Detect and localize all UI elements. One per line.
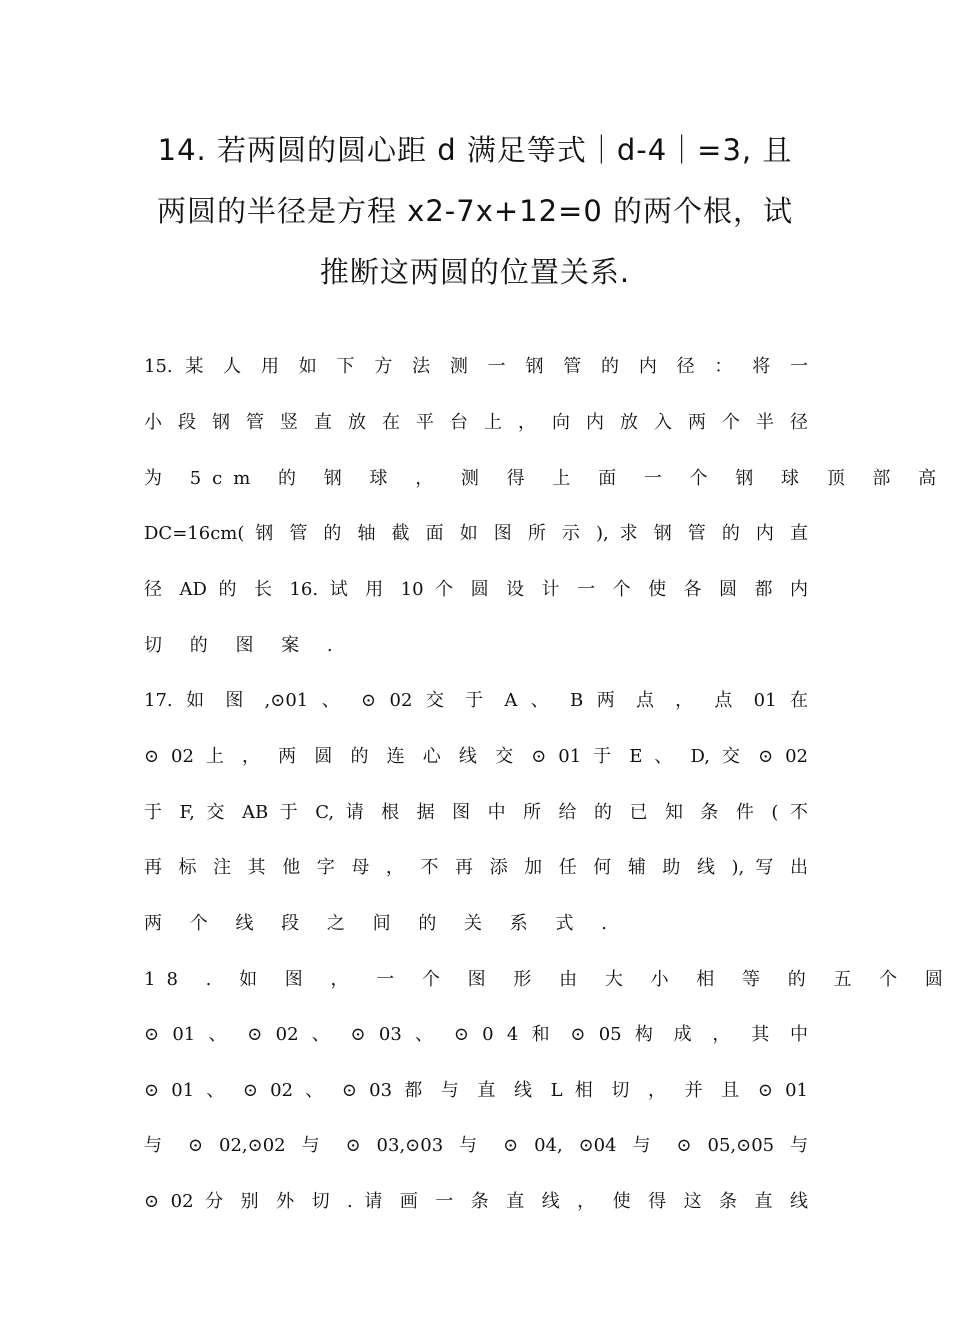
problem-16-line: 切 的 图 案 . xyxy=(144,635,344,656)
problem-18-line: 18 . 如 图 ， 一 个 图 形 由 大 小 相 等 的 五 个 圆 xyxy=(144,969,954,990)
problem-14-line: 两圆的半径是方程 x2-7x+12=0 的两个根，试 xyxy=(156,194,794,228)
problem-15-line: DC=16cm( 钢 管 的 轴 截 面 如 图 所 示 ), 求 钢 管 的 内 直 xyxy=(144,523,808,544)
problem-16-line: 径 AD 的 长 16. 试 用 10 个 圆 设 计 一 个 使 各 圆 都 内 xyxy=(144,579,808,600)
problem-18-line: ⊙ 01 、 ⊙ 02 、 ⊙ 03 、 ⊙ 0 4 和 ⊙ 05 构 成 ， 其 中 xyxy=(144,1024,808,1045)
problem-17-line: 17. 如 图 ,⊙01 、 ⊙ 02 交 于 A 、 B 两 点 ， 点 01 在 xyxy=(144,690,808,711)
problem-18-line: ⊙ 01 、 ⊙ 02 、 ⊙ 03 都 与 直 线 L 相 切 ， 并 且 ⊙ 01 xyxy=(144,1080,808,1101)
problem-15-line: 为 5cm 的 钢 球 ， 测 得 上 面 一 个 钢 球 顶 部 高 xyxy=(144,468,948,489)
problem-14-line: 14. 若两圆的圆心距 d 满足等式｜d-4｜=3, 且 xyxy=(157,133,793,167)
problem-17-line: 于 F, 交 AB 于 C, 请 根 据 图 中 所 给 的 已 知 条 件 ( 不 xyxy=(144,802,808,823)
problem-17-line: 再 标 注 其 他 字 母 ， 不 再 添 加 任 何 辅 助 线 ), 写 出 xyxy=(144,857,808,878)
problem-18-line: 与 ⊙ 02,⊙02 与 ⊙ 03,⊙03 与 ⊙ 04, ⊙04 与 ⊙ 05,⊙05 与 xyxy=(144,1135,808,1156)
problem-17-line: 两 个 线 段 之 间 的 关 系 式 . xyxy=(144,913,618,934)
problem-14-heading xyxy=(120,120,830,303)
problem-15-line: 15. 某 人 用 如 下 方 法 测 一 钢 管 的 内 径 ： 将 一 xyxy=(144,356,808,377)
problem-14-line: 推断这两圆的位置关系. xyxy=(319,255,631,289)
problem-15-line: 小 段 钢 管 竖 直 放 在 平 台 上 ， 向 内 放 入 两 个 半 径 xyxy=(144,412,808,433)
problem-17-line: ⊙ 02 上 ， 两 圆 的 连 心 线 交 ⊙ 01 于 E 、 D, 交 ⊙ 02 xyxy=(144,746,808,767)
problem-18-line: ⊙ 02 分 别 外 切 . 请 画 一 条 直 线 ， 使 得 这 条 直 线 xyxy=(144,1191,808,1212)
